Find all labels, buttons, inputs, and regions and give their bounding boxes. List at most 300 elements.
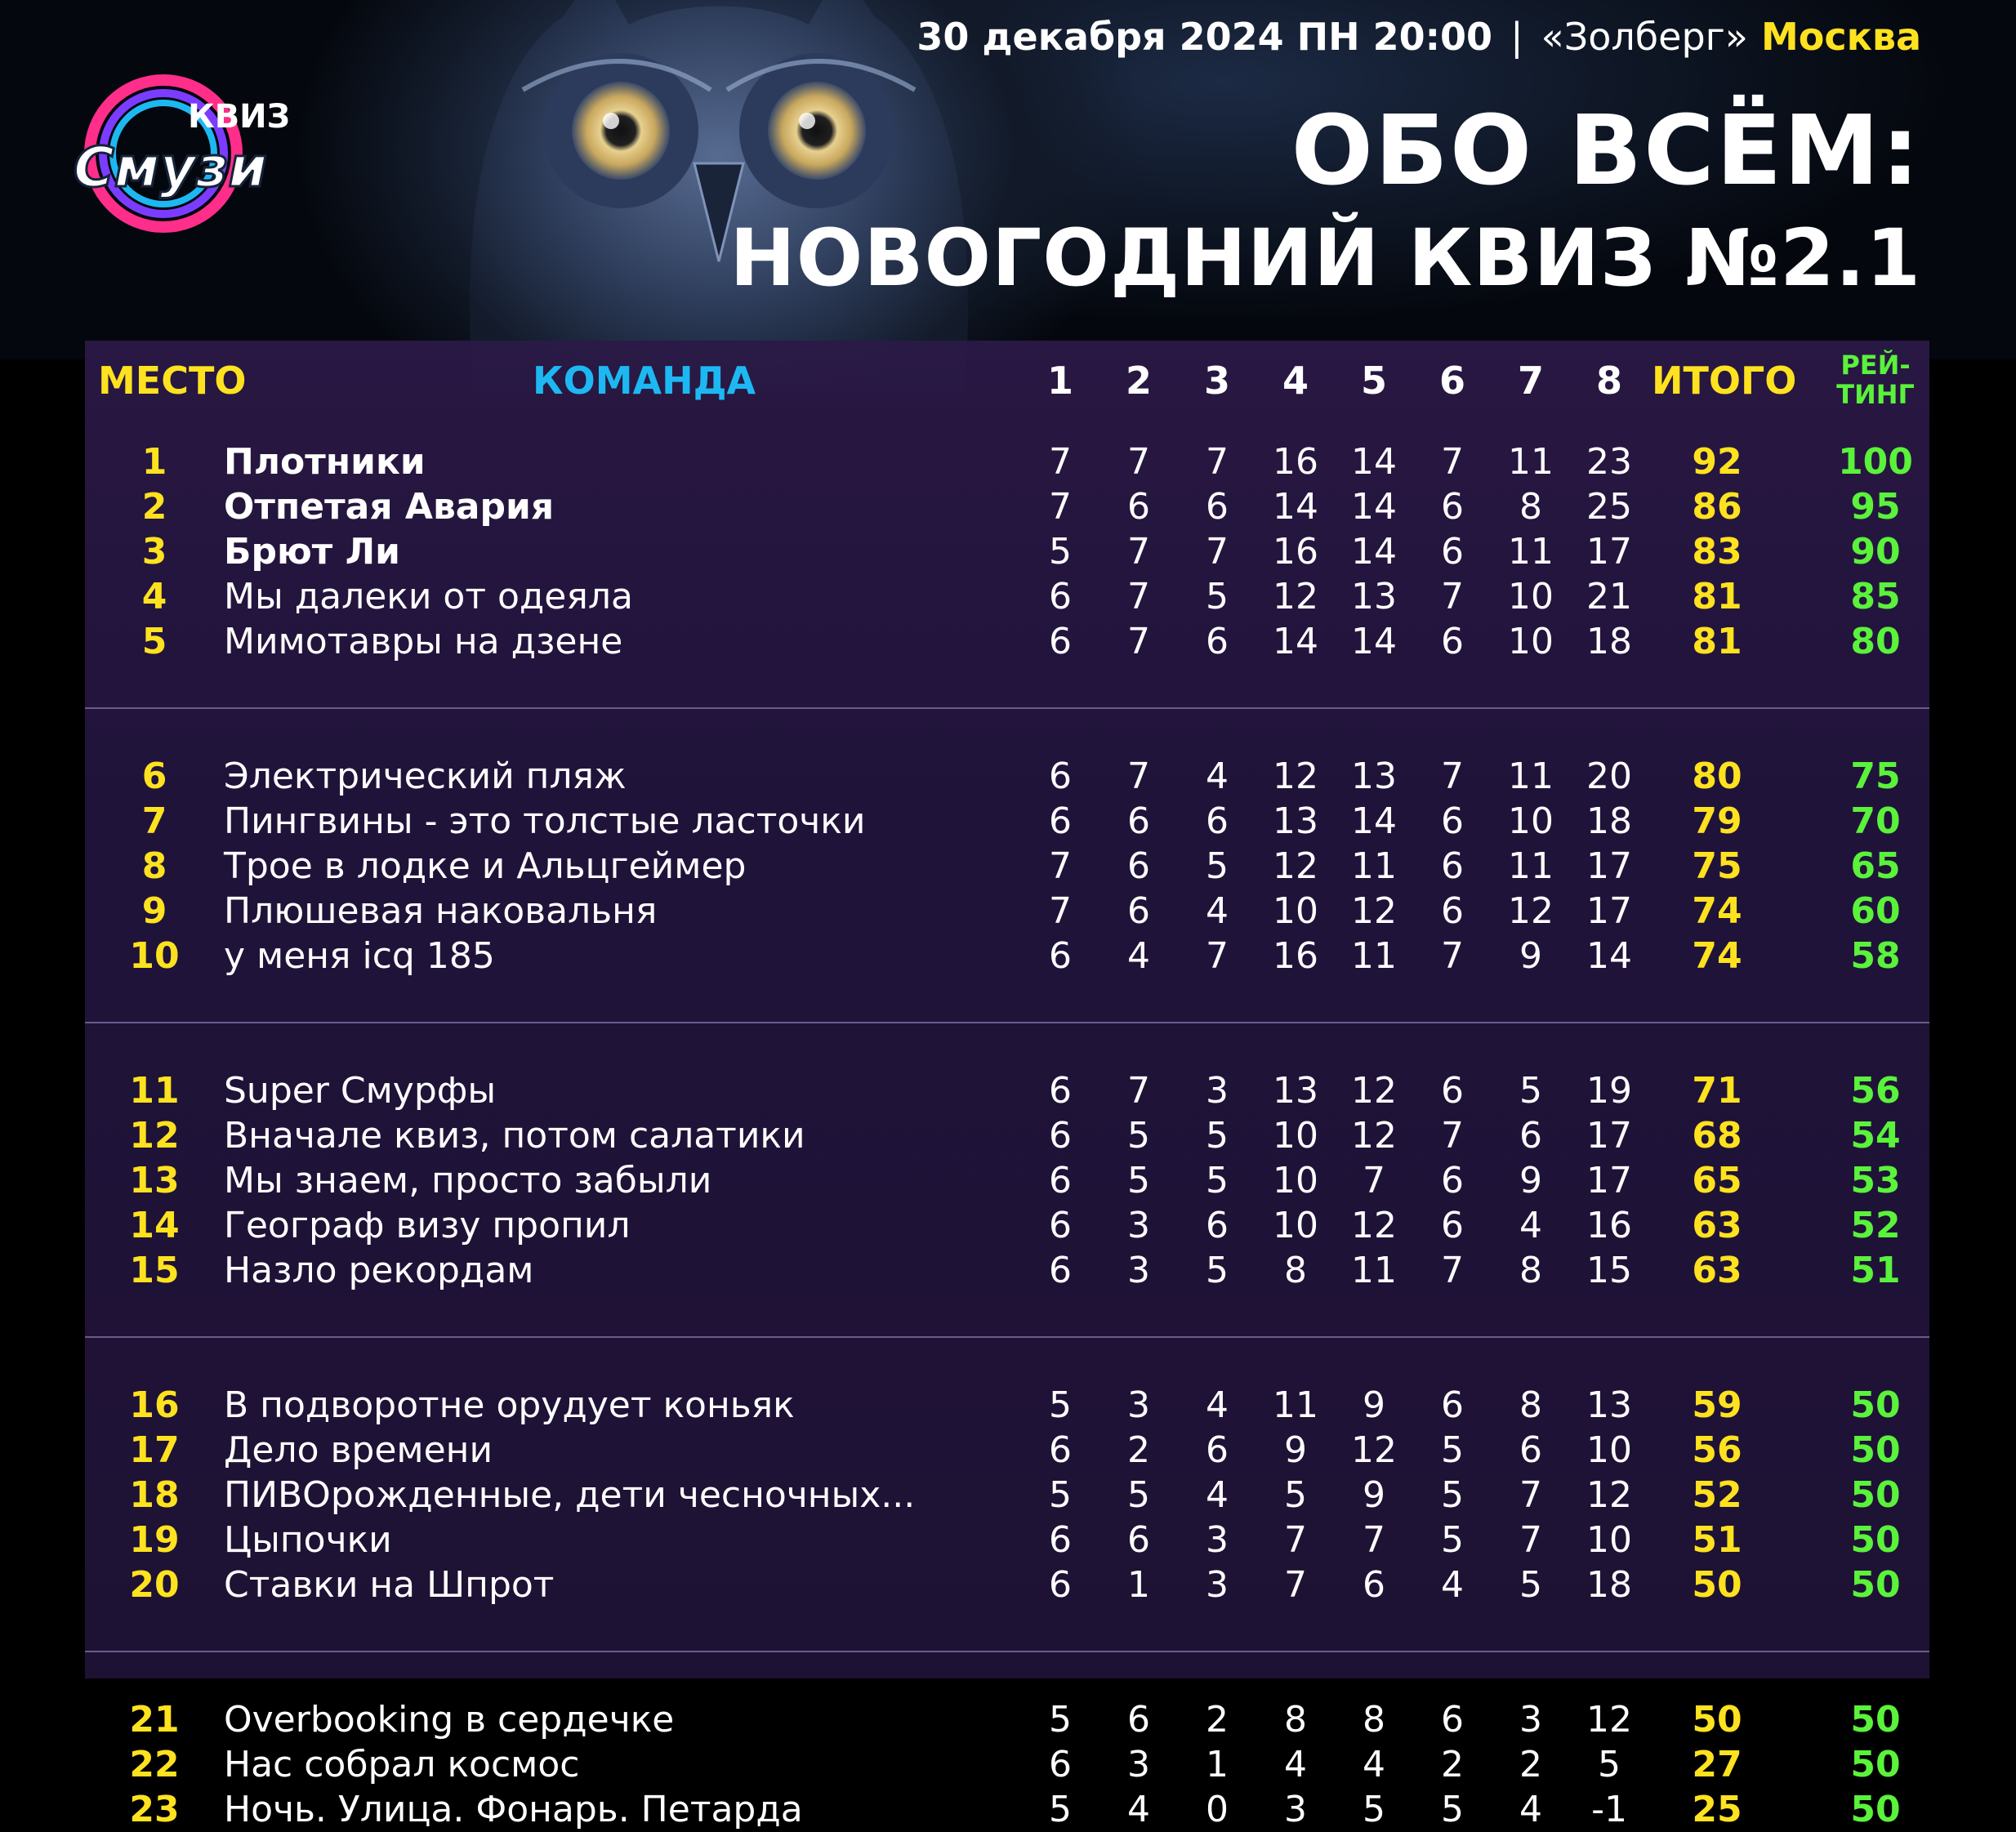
owl-illustration	[351, 0, 1086, 392]
table-row	[85, 1473, 1929, 1518]
round-7-cell: 10	[1508, 621, 1554, 662]
round-6-cell: 5	[1441, 1789, 1464, 1830]
round-3-cell: 1	[1206, 1744, 1229, 1785]
rating-cell: 52	[1850, 1205, 1901, 1246]
round-7-cell: 10	[1508, 800, 1554, 842]
rating-cell: 50	[1850, 1564, 1901, 1606]
round-7-cell: 8	[1519, 1384, 1542, 1426]
place-cell: 2	[141, 486, 167, 528]
rating-cell: 58	[1850, 935, 1901, 977]
team-cell: Мы знаем, просто забыли	[224, 1160, 712, 1201]
round-2-cell: 7	[1127, 1070, 1150, 1112]
round-8-cell: 5	[1598, 1744, 1621, 1785]
column-header-rating	[1818, 350, 1933, 409]
round-1-cell: 7	[1049, 486, 1072, 528]
round-2-cell: 3	[1127, 1250, 1150, 1291]
table-row	[85, 574, 1929, 619]
round-2-cell: 7	[1127, 756, 1150, 797]
round-7-cell: 9	[1519, 1160, 1542, 1201]
place-cell: 3	[141, 531, 167, 573]
round-6-cell: 7	[1441, 935, 1464, 977]
team-cell: Super Смурфы	[224, 1070, 497, 1112]
event-info	[917, 15, 1921, 59]
place-cell: 18	[129, 1474, 180, 1516]
event-venue: «Золберг»	[1541, 15, 1748, 59]
round-7-cell: 5	[1519, 1564, 1542, 1606]
round-5-cell: 6	[1363, 1564, 1385, 1606]
round-5-cell: 5	[1363, 1789, 1385, 1830]
round-4-cell: 5	[1284, 1474, 1307, 1516]
total-cell: 68	[1692, 1115, 1742, 1157]
total-cell: 74	[1692, 890, 1742, 932]
round-2-cell: 3	[1127, 1384, 1150, 1426]
total-cell: 75	[1692, 845, 1742, 887]
round-1-cell: 6	[1049, 1115, 1072, 1157]
round-6-cell: 6	[1441, 621, 1464, 662]
total-cell: 63	[1692, 1205, 1742, 1246]
place-cell: 16	[129, 1384, 180, 1426]
rating-cell: 54	[1850, 1115, 1901, 1157]
round-3-cell: 5	[1206, 576, 1229, 617]
round-3-cell: 3	[1206, 1564, 1229, 1606]
round-6-cell: 4	[1441, 1564, 1464, 1606]
rating-cell: 53	[1850, 1160, 1901, 1201]
round-7-cell: 7	[1519, 1474, 1542, 1516]
rating-cell: 90	[1850, 531, 1901, 573]
team-cell: Цыпочки	[224, 1519, 392, 1561]
total-cell: 63	[1692, 1250, 1742, 1291]
round-8-cell: 12	[1586, 1699, 1632, 1741]
round-6-cell: 5	[1441, 1429, 1464, 1471]
table-row	[85, 484, 1929, 529]
round-4-cell: 16	[1273, 441, 1318, 483]
place-cell: 13	[129, 1160, 180, 1201]
total-cell: 65	[1692, 1160, 1742, 1201]
place-cell: 19	[129, 1519, 180, 1561]
round-8-cell: 10	[1586, 1519, 1632, 1561]
round-8-cell: 17	[1586, 845, 1632, 887]
round-2-cell: 7	[1127, 621, 1150, 662]
place-cell: 11	[129, 1070, 180, 1112]
table-row	[85, 1562, 1929, 1607]
round-1-cell: 5	[1049, 1384, 1072, 1426]
total-cell: 50	[1692, 1564, 1742, 1606]
team-cell: у меня icq 185	[224, 935, 495, 977]
round-8-cell: 18	[1586, 1564, 1632, 1606]
column-header-total: ИТОГО	[1652, 359, 1797, 403]
round-4-cell: 10	[1273, 1115, 1318, 1157]
round-3-cell: 3	[1206, 1519, 1229, 1561]
round-8-cell: 14	[1586, 935, 1632, 977]
round-5-cell: 14	[1351, 621, 1397, 662]
place-cell: 9	[141, 890, 167, 932]
round-8-cell: 18	[1586, 621, 1632, 662]
total-cell: 25	[1692, 1789, 1742, 1830]
round-2-cell: 4	[1127, 935, 1150, 977]
round-3-cell: 6	[1206, 621, 1229, 662]
round-1-cell: 6	[1049, 935, 1072, 977]
table-row	[85, 1742, 1929, 1787]
table-row	[85, 1428, 1929, 1473]
table-header	[85, 341, 1929, 430]
team-cell: Плюшевая наковальня	[224, 890, 658, 932]
round-5-cell: 12	[1351, 1429, 1397, 1471]
table-row	[85, 529, 1929, 574]
round-2-cell: 1	[1127, 1564, 1150, 1606]
logo	[65, 72, 291, 235]
team-cell: Электрический пляж	[224, 756, 627, 797]
round-1-cell: 5	[1049, 1474, 1072, 1516]
round-3-cell: 7	[1206, 441, 1229, 483]
total-cell: 52	[1692, 1474, 1742, 1516]
round-3-cell: 5	[1206, 845, 1229, 887]
round-1-cell: 6	[1049, 1070, 1072, 1112]
round-3-cell: 4	[1206, 1384, 1229, 1426]
round-5-cell: 12	[1351, 890, 1397, 932]
table-row	[85, 889, 1929, 934]
place-cell: 8	[141, 845, 167, 887]
rating-cell: 51	[1850, 1250, 1901, 1291]
round-6-cell: 7	[1441, 576, 1464, 617]
round-7-cell: 11	[1508, 845, 1554, 887]
round-2-cell: 7	[1127, 576, 1150, 617]
team-cell: Вначале квиз, потом салатики	[224, 1115, 805, 1157]
round-4-cell: 10	[1273, 1160, 1318, 1201]
team-cell: Дело времени	[224, 1429, 493, 1471]
round-6-cell: 5	[1441, 1519, 1464, 1561]
table-row	[85, 1158, 1929, 1203]
round-7-cell: 7	[1519, 1519, 1542, 1561]
round-3-cell: 2	[1206, 1699, 1229, 1741]
table-row	[85, 1248, 1929, 1293]
team-cell: Overbooking в сердечке	[224, 1699, 675, 1741]
table-row	[85, 439, 1929, 484]
rating-cell: 60	[1850, 890, 1901, 932]
round-8-cell: 17	[1586, 1160, 1632, 1201]
round-1-cell: 6	[1049, 1250, 1072, 1291]
round-4-cell: 13	[1273, 1070, 1318, 1112]
team-cell: Нас собрал космос	[224, 1744, 580, 1785]
round-8-cell: 16	[1586, 1205, 1632, 1246]
round-7-cell: 3	[1519, 1699, 1542, 1741]
total-cell: 74	[1692, 935, 1742, 977]
round-2-cell: 7	[1127, 531, 1150, 573]
rating-cell: 56	[1850, 1070, 1901, 1112]
table-row	[85, 1787, 1929, 1832]
total-cell: 79	[1692, 800, 1742, 842]
round-2-cell: 6	[1127, 1699, 1150, 1741]
round-4-cell: 16	[1273, 531, 1318, 573]
place-cell: 12	[129, 1115, 180, 1157]
round-2-cell: 5	[1127, 1474, 1150, 1516]
round-8-cell: 17	[1586, 1115, 1632, 1157]
round-1-cell: 6	[1049, 1160, 1072, 1201]
round-1-cell: 6	[1049, 1205, 1072, 1246]
group-divider	[85, 1022, 1929, 1023]
place-cell: 17	[129, 1429, 180, 1471]
team-cell: Мимотавры на дзене	[224, 621, 623, 662]
round-1-cell: 6	[1049, 1564, 1072, 1606]
column-header-round-2: 2	[1125, 359, 1152, 403]
team-cell: ПИВОрожденные, дети чесночных...	[224, 1474, 916, 1516]
table-row	[85, 844, 1929, 889]
round-7-cell: 8	[1519, 1250, 1542, 1291]
total-cell: 71	[1692, 1070, 1742, 1112]
round-4-cell: 12	[1273, 576, 1318, 617]
round-1-cell: 6	[1049, 1744, 1072, 1785]
round-6-cell: 6	[1441, 1160, 1464, 1201]
team-cell: Географ визу пропил	[224, 1205, 631, 1246]
round-3-cell: 6	[1206, 486, 1229, 528]
round-4-cell: 12	[1273, 756, 1318, 797]
round-6-cell: 6	[1441, 800, 1464, 842]
hero-banner	[0, 0, 2016, 359]
round-6-cell: 6	[1441, 845, 1464, 887]
round-8-cell: 25	[1586, 486, 1632, 528]
round-4-cell: 12	[1273, 845, 1318, 887]
round-7-cell: 12	[1508, 890, 1554, 932]
rating-cell: 100	[1838, 441, 1913, 483]
rating-cell: 85	[1850, 576, 1901, 617]
round-5-cell: 14	[1351, 800, 1397, 842]
round-5-cell: 11	[1351, 845, 1397, 887]
rating-cell: 65	[1850, 845, 1901, 887]
round-6-cell: 2	[1441, 1744, 1464, 1785]
place-cell: 1	[141, 441, 167, 483]
rating-cell: 50	[1850, 1699, 1901, 1741]
team-cell: Пингвины - это толстые ласточки	[224, 800, 866, 842]
round-5-cell: 14	[1351, 441, 1397, 483]
page-title: ОБО ВСЁМ:	[1291, 94, 1921, 207]
round-3-cell: 7	[1206, 531, 1229, 573]
place-cell: 7	[141, 800, 167, 842]
table-row	[85, 1383, 1929, 1428]
round-6-cell: 6	[1441, 1205, 1464, 1246]
round-2-cell: 4	[1127, 1789, 1150, 1830]
round-5-cell: 11	[1351, 935, 1397, 977]
round-5-cell: 14	[1351, 531, 1397, 573]
round-7-cell: 9	[1519, 935, 1542, 977]
round-1-cell: 6	[1049, 621, 1072, 662]
group-divider	[85, 1336, 1929, 1338]
rating-cell: 50	[1850, 1789, 1901, 1830]
rating-header-line1: РЕЙ-	[1840, 350, 1911, 381]
round-1-cell: 7	[1049, 441, 1072, 483]
round-1-cell: 5	[1049, 531, 1072, 573]
round-1-cell: 5	[1049, 1699, 1072, 1741]
round-4-cell: 7	[1284, 1519, 1307, 1561]
round-7-cell: 11	[1508, 441, 1554, 483]
table-row	[85, 754, 1929, 799]
round-6-cell: 6	[1441, 486, 1464, 528]
table-row	[85, 1113, 1929, 1158]
round-4-cell: 11	[1273, 1384, 1318, 1426]
place-cell: 23	[129, 1789, 180, 1830]
place-cell: 22	[129, 1744, 180, 1785]
rating-cell: 50	[1850, 1384, 1901, 1426]
round-6-cell: 6	[1441, 890, 1464, 932]
round-5-cell: 14	[1351, 486, 1397, 528]
round-2-cell: 2	[1127, 1429, 1150, 1471]
rating-cell: 50	[1850, 1519, 1901, 1561]
column-header-round-5: 5	[1360, 359, 1387, 403]
column-header-round-7: 7	[1517, 359, 1544, 403]
round-7-cell: 6	[1519, 1115, 1542, 1157]
team-cell: Трое в лодке и Альцгеймер	[224, 845, 747, 887]
round-7-cell: 11	[1508, 531, 1554, 573]
round-2-cell: 3	[1127, 1205, 1150, 1246]
total-cell: 92	[1692, 441, 1742, 483]
info-separator: |	[1510, 15, 1523, 59]
place-cell: 14	[129, 1205, 180, 1246]
round-4-cell: 10	[1273, 890, 1318, 932]
place-cell: 4	[141, 576, 167, 617]
round-4-cell: 13	[1273, 800, 1318, 842]
round-7-cell: 8	[1519, 486, 1542, 528]
column-header-team: КОМАНДА	[533, 359, 756, 403]
round-5-cell: 13	[1351, 756, 1397, 797]
round-5-cell: 11	[1351, 1250, 1397, 1291]
round-3-cell: 5	[1206, 1160, 1229, 1201]
round-1-cell: 7	[1049, 845, 1072, 887]
total-cell: 86	[1692, 486, 1742, 528]
team-cell: Отпетая Авария	[224, 486, 555, 528]
round-3-cell: 5	[1206, 1115, 1229, 1157]
round-5-cell: 7	[1363, 1160, 1385, 1201]
total-cell: 81	[1692, 576, 1742, 617]
event-date: 30 декабря 2024 ПН 20:00	[917, 15, 1493, 59]
round-8-cell: 10	[1586, 1429, 1632, 1471]
rating-cell: 50	[1850, 1744, 1901, 1785]
round-1-cell: 6	[1049, 800, 1072, 842]
team-cell: Назло рекордам	[224, 1250, 534, 1291]
total-cell: 56	[1692, 1429, 1742, 1471]
round-7-cell: 2	[1519, 1744, 1542, 1785]
round-1-cell: 6	[1049, 1429, 1072, 1471]
column-header-round-3: 3	[1203, 359, 1230, 403]
round-1-cell: 6	[1049, 576, 1072, 617]
rating-cell: 80	[1850, 621, 1901, 662]
round-3-cell: 6	[1206, 1205, 1229, 1246]
rating-header-line2: ТИНГ	[1836, 379, 1915, 410]
column-header-round-6: 6	[1438, 359, 1465, 403]
round-6-cell: 6	[1441, 1384, 1464, 1426]
team-cell: Плотники	[224, 441, 426, 483]
place-cell: 21	[129, 1699, 180, 1741]
round-3-cell: 4	[1206, 890, 1229, 932]
round-6-cell: 7	[1441, 1250, 1464, 1291]
logo-top-text: КВИЗ	[188, 98, 291, 136]
column-header-round-1: 1	[1046, 359, 1073, 403]
round-5-cell: 9	[1363, 1384, 1385, 1426]
table-row	[85, 1697, 1929, 1742]
round-6-cell: 5	[1441, 1474, 1464, 1516]
round-3-cell: 0	[1206, 1789, 1229, 1830]
results-table	[85, 341, 1929, 1830]
round-5-cell: 12	[1351, 1205, 1397, 1246]
round-4-cell: 16	[1273, 935, 1318, 977]
total-cell: 51	[1692, 1519, 1742, 1561]
round-3-cell: 6	[1206, 800, 1229, 842]
round-2-cell: 3	[1127, 1744, 1150, 1785]
round-2-cell: 6	[1127, 486, 1150, 528]
round-8-cell: 23	[1586, 441, 1632, 483]
team-cell: В подворотне орудует коньяк	[224, 1384, 795, 1426]
round-8-cell: 17	[1586, 531, 1632, 573]
place-cell: 5	[141, 621, 167, 662]
round-8-cell: 18	[1586, 800, 1632, 842]
team-cell: Ставки на Шпрот	[224, 1564, 555, 1606]
round-7-cell: 6	[1519, 1429, 1542, 1471]
round-1-cell: 6	[1049, 756, 1072, 797]
group-divider	[85, 707, 1929, 709]
round-5-cell: 13	[1351, 576, 1397, 617]
round-6-cell: 6	[1441, 1699, 1464, 1741]
round-5-cell: 12	[1351, 1115, 1397, 1157]
round-6-cell: 7	[1441, 756, 1464, 797]
table-row	[85, 1068, 1929, 1113]
round-3-cell: 3	[1206, 1070, 1229, 1112]
page-subtitle: НОВОГОДНИЙ КВИЗ №2.1	[729, 212, 1921, 304]
round-2-cell: 5	[1127, 1160, 1150, 1201]
total-cell: 81	[1692, 621, 1742, 662]
team-cell: Ночь. Улица. Фонарь. Петарда	[224, 1789, 803, 1830]
round-8-cell: 17	[1586, 890, 1632, 932]
column-header-round-4: 4	[1282, 359, 1309, 403]
round-8-cell: 12	[1586, 1474, 1632, 1516]
column-header-round-8: 8	[1595, 359, 1622, 403]
round-3-cell: 4	[1206, 1474, 1229, 1516]
table-row	[85, 799, 1929, 844]
table-row	[85, 1203, 1929, 1248]
rating-cell: 50	[1850, 1474, 1901, 1516]
team-cell: Мы далеки от одеяла	[224, 576, 633, 617]
total-cell: 59	[1692, 1384, 1742, 1426]
round-3-cell: 5	[1206, 1250, 1229, 1291]
place-cell: 10	[129, 935, 180, 977]
round-8-cell: 15	[1586, 1250, 1632, 1291]
round-4-cell: 14	[1273, 621, 1318, 662]
total-cell: 50	[1692, 1699, 1742, 1741]
round-2-cell: 6	[1127, 890, 1150, 932]
group-divider	[85, 1651, 1929, 1652]
place-cell: 6	[141, 756, 167, 797]
round-4-cell: 7	[1284, 1564, 1307, 1606]
round-7-cell: 11	[1508, 756, 1554, 797]
round-1-cell: 7	[1049, 890, 1072, 932]
round-4-cell: 3	[1284, 1789, 1307, 1830]
column-header-place: МЕСТО	[98, 359, 247, 403]
round-2-cell: 6	[1127, 800, 1150, 842]
round-3-cell: 4	[1206, 756, 1229, 797]
total-cell: 27	[1692, 1744, 1742, 1785]
table-row	[85, 1518, 1929, 1562]
round-3-cell: 6	[1206, 1429, 1229, 1471]
event-city: Москва	[1760, 15, 1921, 59]
round-2-cell: 6	[1127, 1519, 1150, 1561]
round-6-cell: 6	[1441, 1070, 1464, 1112]
round-5-cell: 7	[1363, 1519, 1385, 1561]
round-7-cell: 4	[1519, 1789, 1542, 1830]
round-6-cell: 6	[1441, 531, 1464, 573]
round-8-cell: 21	[1586, 576, 1632, 617]
round-2-cell: 7	[1127, 441, 1150, 483]
place-cell: 15	[129, 1250, 180, 1291]
round-8-cell: -1	[1591, 1789, 1627, 1830]
rating-cell: 70	[1850, 800, 1901, 842]
round-5-cell: 9	[1363, 1474, 1385, 1516]
team-cell: Брют Ли	[224, 531, 401, 573]
